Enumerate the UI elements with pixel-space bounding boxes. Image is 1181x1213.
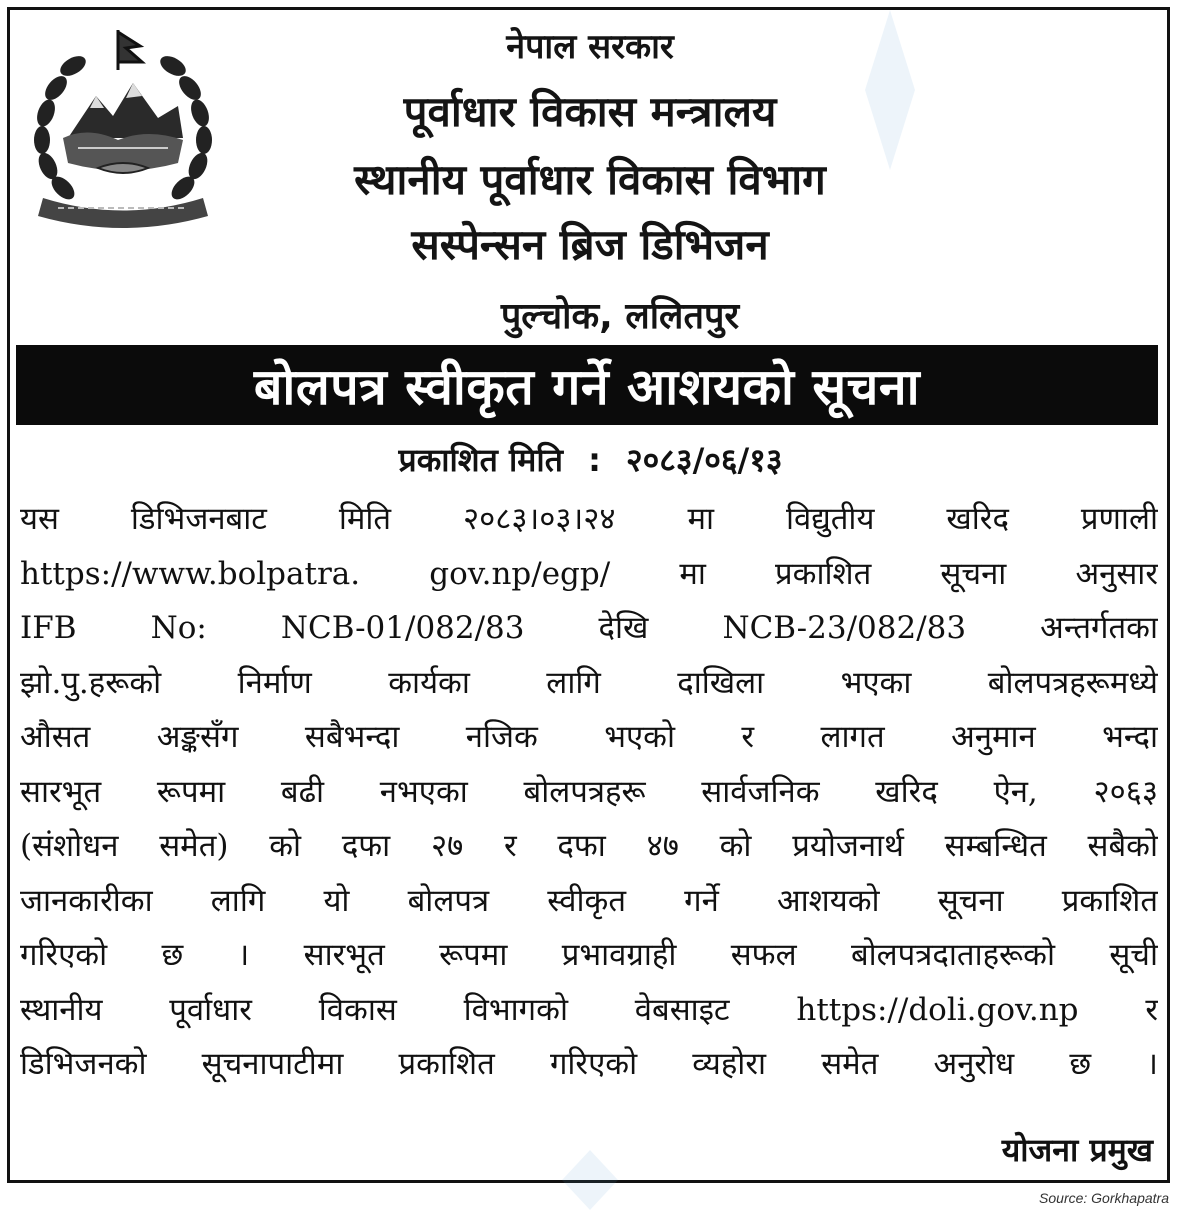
signatory-title: योजना प्रमुख — [1001, 1131, 1153, 1169]
notice-body-line: सारभूत रूपमा बढी नभएका बोलपत्रहरू सार्वजनिक खरिद ऐन, २०६३ — [20, 773, 1158, 810]
published-date-row — [0, 438, 1181, 481]
notice-body-line: जानकारीका लागि यो बोलपत्र स्वीकृत गर्ने आशयको सूचना प्रकाशित — [20, 882, 1158, 919]
division-name: सस्पेन्सन ब्रिज डिभिजन — [411, 220, 769, 269]
published-date-label: प्रकाशित मिति — [398, 441, 563, 479]
published-date-value: २०८३/०६/१३ — [626, 441, 783, 479]
ministry-name: पूर्वाधार विकास मन्त्रालय — [403, 87, 777, 136]
source-credit: Source: Gorkhapatra — [1039, 1190, 1169, 1206]
notice-body-line: गरिएको छ । सारभूत रूपमा प्रभावग्राही सफल बोलपत्रदाताहरूको सूची — [20, 937, 1158, 973]
nepal-government-emblem-icon — [18, 18, 228, 233]
office-location: पुल्चोक, ललितपुर — [500, 296, 740, 337]
notice-body-line: झो.पु.हरूको निर्माण कार्यका लागि दाखिला भएका बोलपत्रहरूमध्ये — [20, 664, 1158, 701]
notice-body-line: डिभिजनको सूचनापाटीमा प्रकाशित गरिएको व्यहोरा समेत अनुरोध छ । — [20, 1046, 1158, 1082]
notice-body-line: स्थानीय पूर्वाधार विकास विभागको वेबसाइट https://doli.gov.np र — [20, 991, 1158, 1028]
government-name: नेपाल सरकार — [506, 27, 674, 67]
notice-body-line: औसत अङ्कसँग सबैभन्दा नजिक भएको र लागत अनुमान भन्दा — [20, 719, 1158, 755]
notice-body — [20, 492, 1158, 1092]
department-name: स्थानीय पूर्वाधार विकास विभाग — [354, 155, 826, 204]
notice-title-banner — [16, 345, 1158, 425]
notice-body-line: IFB No: NCB-01/082/83 देखि NCB-23/082/83 अन्तर्गतका — [20, 610, 1158, 646]
notice-body-line: यस डिभिजनबाट मिति २०८३।०३।२४ मा विद्युतीय खरिद प्रणाली — [20, 501, 1158, 537]
notice-title: बोलपत्र स्वीकृत गर्ने आशयको सूचना — [253, 358, 921, 416]
notice-body-line: https://www.bolpatra. gov.np/egp/ मा प्रकाशित सूचना अनुसार — [20, 555, 1158, 592]
notice-body-line: (संशोधन समेत) को दफा २७ र दफा ४७ को प्रयोजनार्थ सम्बन्धित सबैको — [20, 828, 1158, 864]
published-date-separator: : — [588, 441, 601, 479]
